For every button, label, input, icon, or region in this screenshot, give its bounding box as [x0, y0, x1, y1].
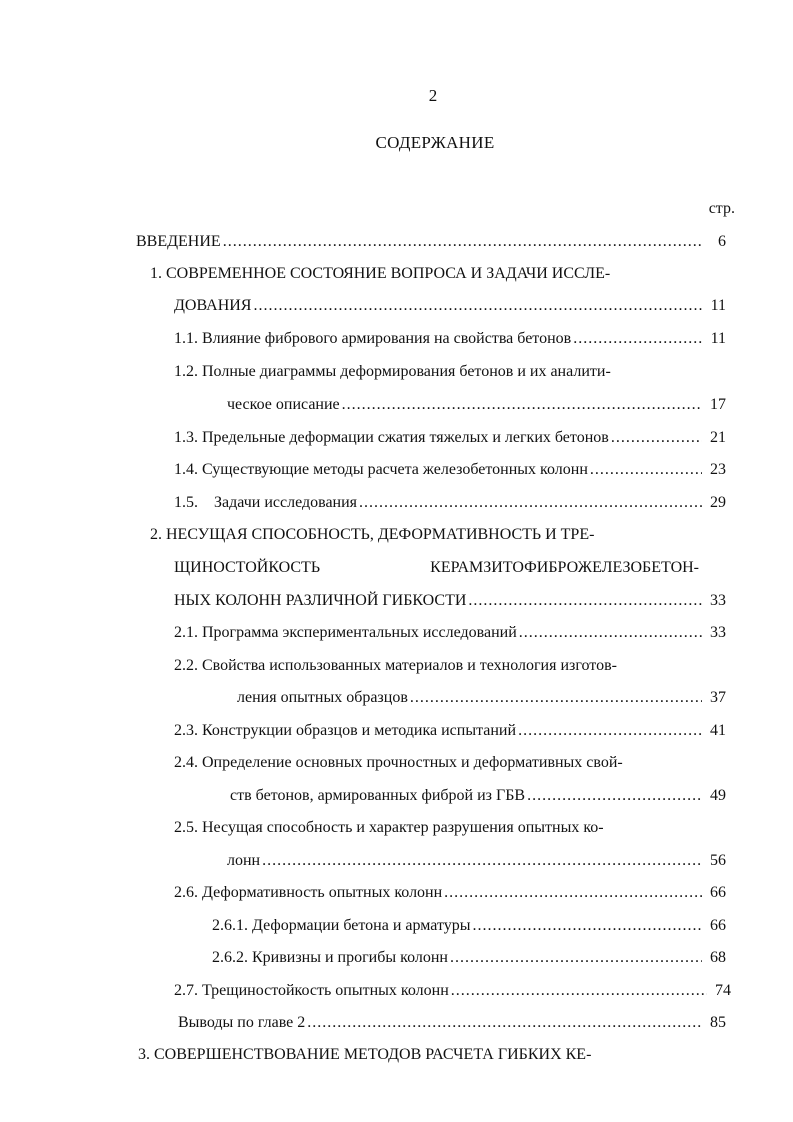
toc-entry-2-6[interactable] [174, 882, 726, 904]
toc-leader [342, 394, 702, 416]
page-title: СОДЕРЖАНИЕ [375, 133, 495, 152]
toc-leader [410, 687, 702, 709]
toc-page-number: 37 [710, 689, 726, 706]
toc-page-number: 11 [710, 330, 726, 347]
toc-page-number: 29 [710, 494, 726, 511]
toc-entry-1-4[interactable] [174, 459, 726, 481]
toc-entry-2-4-line1: 2.4. Определение основных прочностных и деформативных свой- [174, 754, 623, 771]
toc-leader [468, 590, 702, 612]
toc-entry-intro[interactable] [136, 231, 726, 253]
toc-entry-2-1[interactable] [174, 622, 726, 644]
toc-chapter-2-line2 [174, 557, 699, 579]
toc-entry-label: 2.6.2. Кривизны и прогибы колонн [212, 949, 448, 966]
toc-leader [472, 915, 702, 937]
toc-page-number: 33 [710, 624, 726, 641]
toc-entry-label: НЫХ КОЛОНН РАЗЛИЧНОЙ ГИБКОСТИ [174, 592, 467, 609]
toc-entry-label: ВВЕДЕНИЕ [136, 233, 221, 250]
toc-entry-label: 1.5. Задачи исследования [174, 494, 358, 511]
toc-entry-2-2[interactable] [237, 687, 726, 709]
toc-leader [451, 980, 707, 1002]
toc-page-number: 6 [718, 233, 726, 250]
toc-leader [307, 1012, 702, 1034]
toc-page-number: 68 [710, 949, 726, 966]
toc-entry-2-4[interactable] [230, 785, 726, 807]
toc-entry-2-5[interactable] [227, 850, 726, 872]
toc-chapter-2-word1: ЩИНОСТОЙКОСТЬ [174, 559, 320, 576]
toc-entry-1-3[interactable] [174, 427, 726, 449]
toc-page-number: 74 [715, 982, 731, 999]
toc-leader [590, 459, 702, 481]
toc-entry-1-2-line1: 1.2. Полные диаграммы деформирования бетонов и их аналити- [174, 363, 611, 380]
toc-leader [253, 295, 702, 317]
toc-page-number: 66 [710, 917, 726, 934]
toc-page-number: 17 [710, 396, 726, 413]
toc-entry-1-1[interactable] [174, 328, 726, 350]
toc-page-number: 11 [710, 297, 726, 314]
toc-chapter-3-line1: 3. СОВЕРШЕНСТВОВАНИЕ МЕТОДОВ РАСЧЕТА ГИБКИХ КЕ- [138, 1046, 592, 1063]
toc-entry-label: 1.1. Влияние фибрового армирования на свойства бетонов [174, 330, 572, 347]
toc-entry-label: 2.1. Программа экспериментальных исследований [174, 624, 517, 641]
toc-entry-1-2[interactable] [227, 394, 726, 416]
toc-entry-label: 1.3. Предельные деформации сжатия тяжелых и легких бетонов [174, 429, 609, 446]
toc-leader [223, 231, 702, 253]
toc-entry-label: лонн [227, 852, 261, 869]
toc-leader [450, 947, 702, 969]
toc-entry-2-7[interactable] [174, 980, 731, 1002]
toc-entry-2-6-2[interactable] [212, 947, 726, 969]
toc-leader [359, 492, 702, 514]
toc-entry-label: 2.6. Деформативность опытных колонн [174, 884, 443, 901]
toc-page-number: 23 [710, 461, 726, 478]
toc-leader [519, 622, 702, 644]
toc-leader [444, 882, 702, 904]
toc-entry-label: 1.4. Существующие методы расчета железобетонных колонн [174, 461, 588, 478]
toc-leader [573, 328, 702, 350]
toc-entry-2-5-line1: 2.5. Несущая способность и характер разрушения опытных ко- [174, 819, 604, 836]
toc-entry-chapter-2[interactable] [174, 590, 726, 612]
toc-chapter-2-line1: 2. НЕСУЩАЯ СПОСОБНОСТЬ, ДЕФОРМАТИВНОСТЬ И ТРЕ- [150, 526, 595, 543]
toc-entry-2-6-1[interactable] [212, 915, 726, 937]
toc-entry-label: ческое описание [227, 396, 340, 413]
toc-entry-label: Выводы по главе 2 [178, 1014, 306, 1031]
toc-entry-label: 2.3. Конструкции образцов и методика испытаний [174, 722, 517, 739]
toc-entry-label: ления опытных образцов [237, 689, 408, 706]
toc-entry-label: ДОВАНИЯ [174, 297, 252, 314]
toc-entry-chapter-1[interactable] [174, 295, 726, 317]
toc-entry-conclusions-2[interactable] [178, 1012, 726, 1034]
toc-page-number: 66 [710, 884, 726, 901]
toc-entry-label: 2.6.1. Деформации бетона и арматуры [212, 917, 471, 934]
toc-entry-label: ств бетонов, армированных фиброй из ГБВ [230, 787, 526, 804]
toc-page-number: 49 [710, 787, 726, 804]
toc-leader [518, 720, 702, 742]
toc-leader [262, 850, 702, 872]
toc-leader [527, 785, 702, 807]
toc-page-number: 41 [710, 722, 726, 739]
toc-page-number: 33 [710, 592, 726, 609]
toc-page-number: 21 [710, 429, 726, 446]
toc-leader [611, 427, 702, 449]
page-number: 2 [428, 86, 438, 105]
toc-page-number: 56 [710, 852, 726, 869]
toc-entry-label: 2.7. Трещиностойкость опытных колонн [174, 982, 449, 999]
page-column-label: стр. [708, 200, 735, 217]
toc-page-number: 85 [710, 1014, 726, 1031]
toc-chapter-2-word2: КЕРАМЗИТОФИБРОЖЕЛЕЗОБЕТОН- [430, 559, 699, 576]
toc-chapter-1-line1: 1. СОВРЕМЕННОЕ СОСТОЯНИЕ ВОПРОСА И ЗАДАЧИ ИССЛЕ- [150, 265, 611, 282]
toc-entry-2-2-line1: 2.2. Свойства использованных материалов и технология изготов- [174, 657, 617, 674]
toc-entry-1-5[interactable] [174, 492, 726, 514]
toc-entry-2-3[interactable] [174, 720, 726, 742]
